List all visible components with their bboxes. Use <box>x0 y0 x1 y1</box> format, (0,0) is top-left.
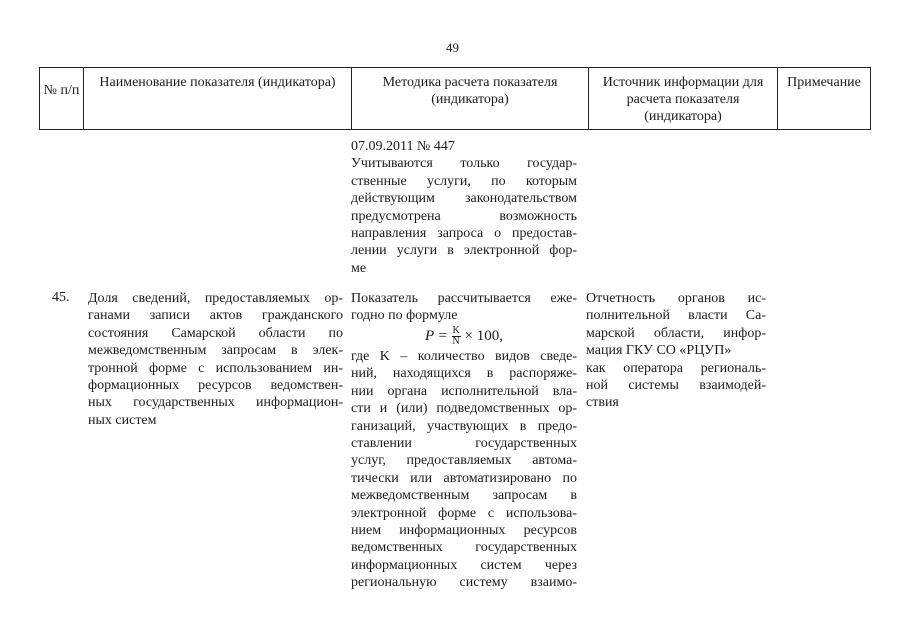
formula-rhs: × 100, <box>464 327 503 344</box>
text-line: нием информационных ресурсов <box>351 522 577 538</box>
text-line: ганизаций, участвующих в предо- <box>351 418 577 434</box>
text-line: электронной форме с использова- <box>351 505 577 521</box>
text-line: 07.09.2011 № 447 <box>351 139 455 154</box>
header-col-number: № п/п <box>40 68 84 130</box>
text-line: ведомственных государственных <box>351 540 577 556</box>
text-line: состояния Самарской области по <box>88 325 343 341</box>
text-line: ных государственных информацион- <box>88 395 343 411</box>
page-number: 49 <box>446 40 459 55</box>
text-line: марской области, инфор- <box>586 325 766 341</box>
header-row <box>40 68 871 130</box>
text-line: ставлении государственных <box>351 435 577 451</box>
text-line: Отчетность органов ис- <box>586 291 766 306</box>
text-line: ной системы взаимодей- <box>586 378 766 394</box>
text-line: ме <box>351 260 367 276</box>
text-line: лении услуги в электронной фор- <box>351 243 577 259</box>
text-line: межведомственным запросам в элек- <box>88 343 343 359</box>
information-source <box>586 290 766 412</box>
row-number: 45. <box>52 290 70 305</box>
text-line: Доля сведений, предоставляемых ор- <box>88 291 343 306</box>
text-line: региональную систему взаимо- <box>351 575 577 591</box>
text-line: действующим законодательством <box>351 191 577 207</box>
formula <box>351 326 577 347</box>
header-col-source: Источник информации для расчета показателя (индикатора) <box>589 68 778 130</box>
table-header <box>39 67 871 130</box>
header-col-note: Примечание <box>778 68 871 130</box>
text-line: годно по формуле <box>351 308 458 324</box>
text-line: Учитываются только государ- <box>351 156 577 172</box>
text-line: где K – количество видов сведе- <box>351 348 577 364</box>
text-line: ствия <box>586 395 619 411</box>
formula-fraction <box>452 326 461 347</box>
text-line: мация ГКУ СО «РЦУП» <box>586 343 732 359</box>
text-line: нии органа исполнительной вла- <box>351 383 577 399</box>
text-line: услуг, предоставляемых автома- <box>351 453 577 469</box>
text-line: формационных ресурсов ведомствен- <box>88 378 343 394</box>
indicator-name <box>88 290 343 429</box>
header-col-method: Методика расчета показателя (индикатора) <box>352 68 589 130</box>
text-line: сти и (или) подведомственных ор- <box>351 401 577 417</box>
text-line: ных систем <box>88 412 157 428</box>
text-line: ственные услуги, по которым <box>351 173 577 189</box>
formula-numerator: K <box>452 324 460 336</box>
text-line: направления запроса о предостав- <box>351 226 577 242</box>
text-line: ганами записи актов гражданского <box>88 308 343 324</box>
text-line: информационных систем через <box>351 557 577 573</box>
formula-lhs: P = <box>425 327 452 344</box>
text-line: как оператора региональ- <box>586 360 766 376</box>
text-line: тронной форме с использованием ин- <box>88 360 343 376</box>
text-line: ний, находящихся в распоряже- <box>351 366 577 382</box>
text-line: предусмотрена возможность <box>351 208 577 224</box>
text-line: межведомственным запросам в <box>351 488 577 504</box>
calculation-method <box>351 290 577 592</box>
text-line: Показатель рассчитывается еже- <box>351 291 577 306</box>
header-col-name: Наименование показателя (индикатора) <box>84 68 352 130</box>
text-line: полнительной власти Са- <box>586 308 766 324</box>
formula-denominator: N <box>452 335 460 347</box>
text-line: тически или автоматизировано по <box>351 470 577 486</box>
previous-row-method-continuation <box>351 138 577 277</box>
